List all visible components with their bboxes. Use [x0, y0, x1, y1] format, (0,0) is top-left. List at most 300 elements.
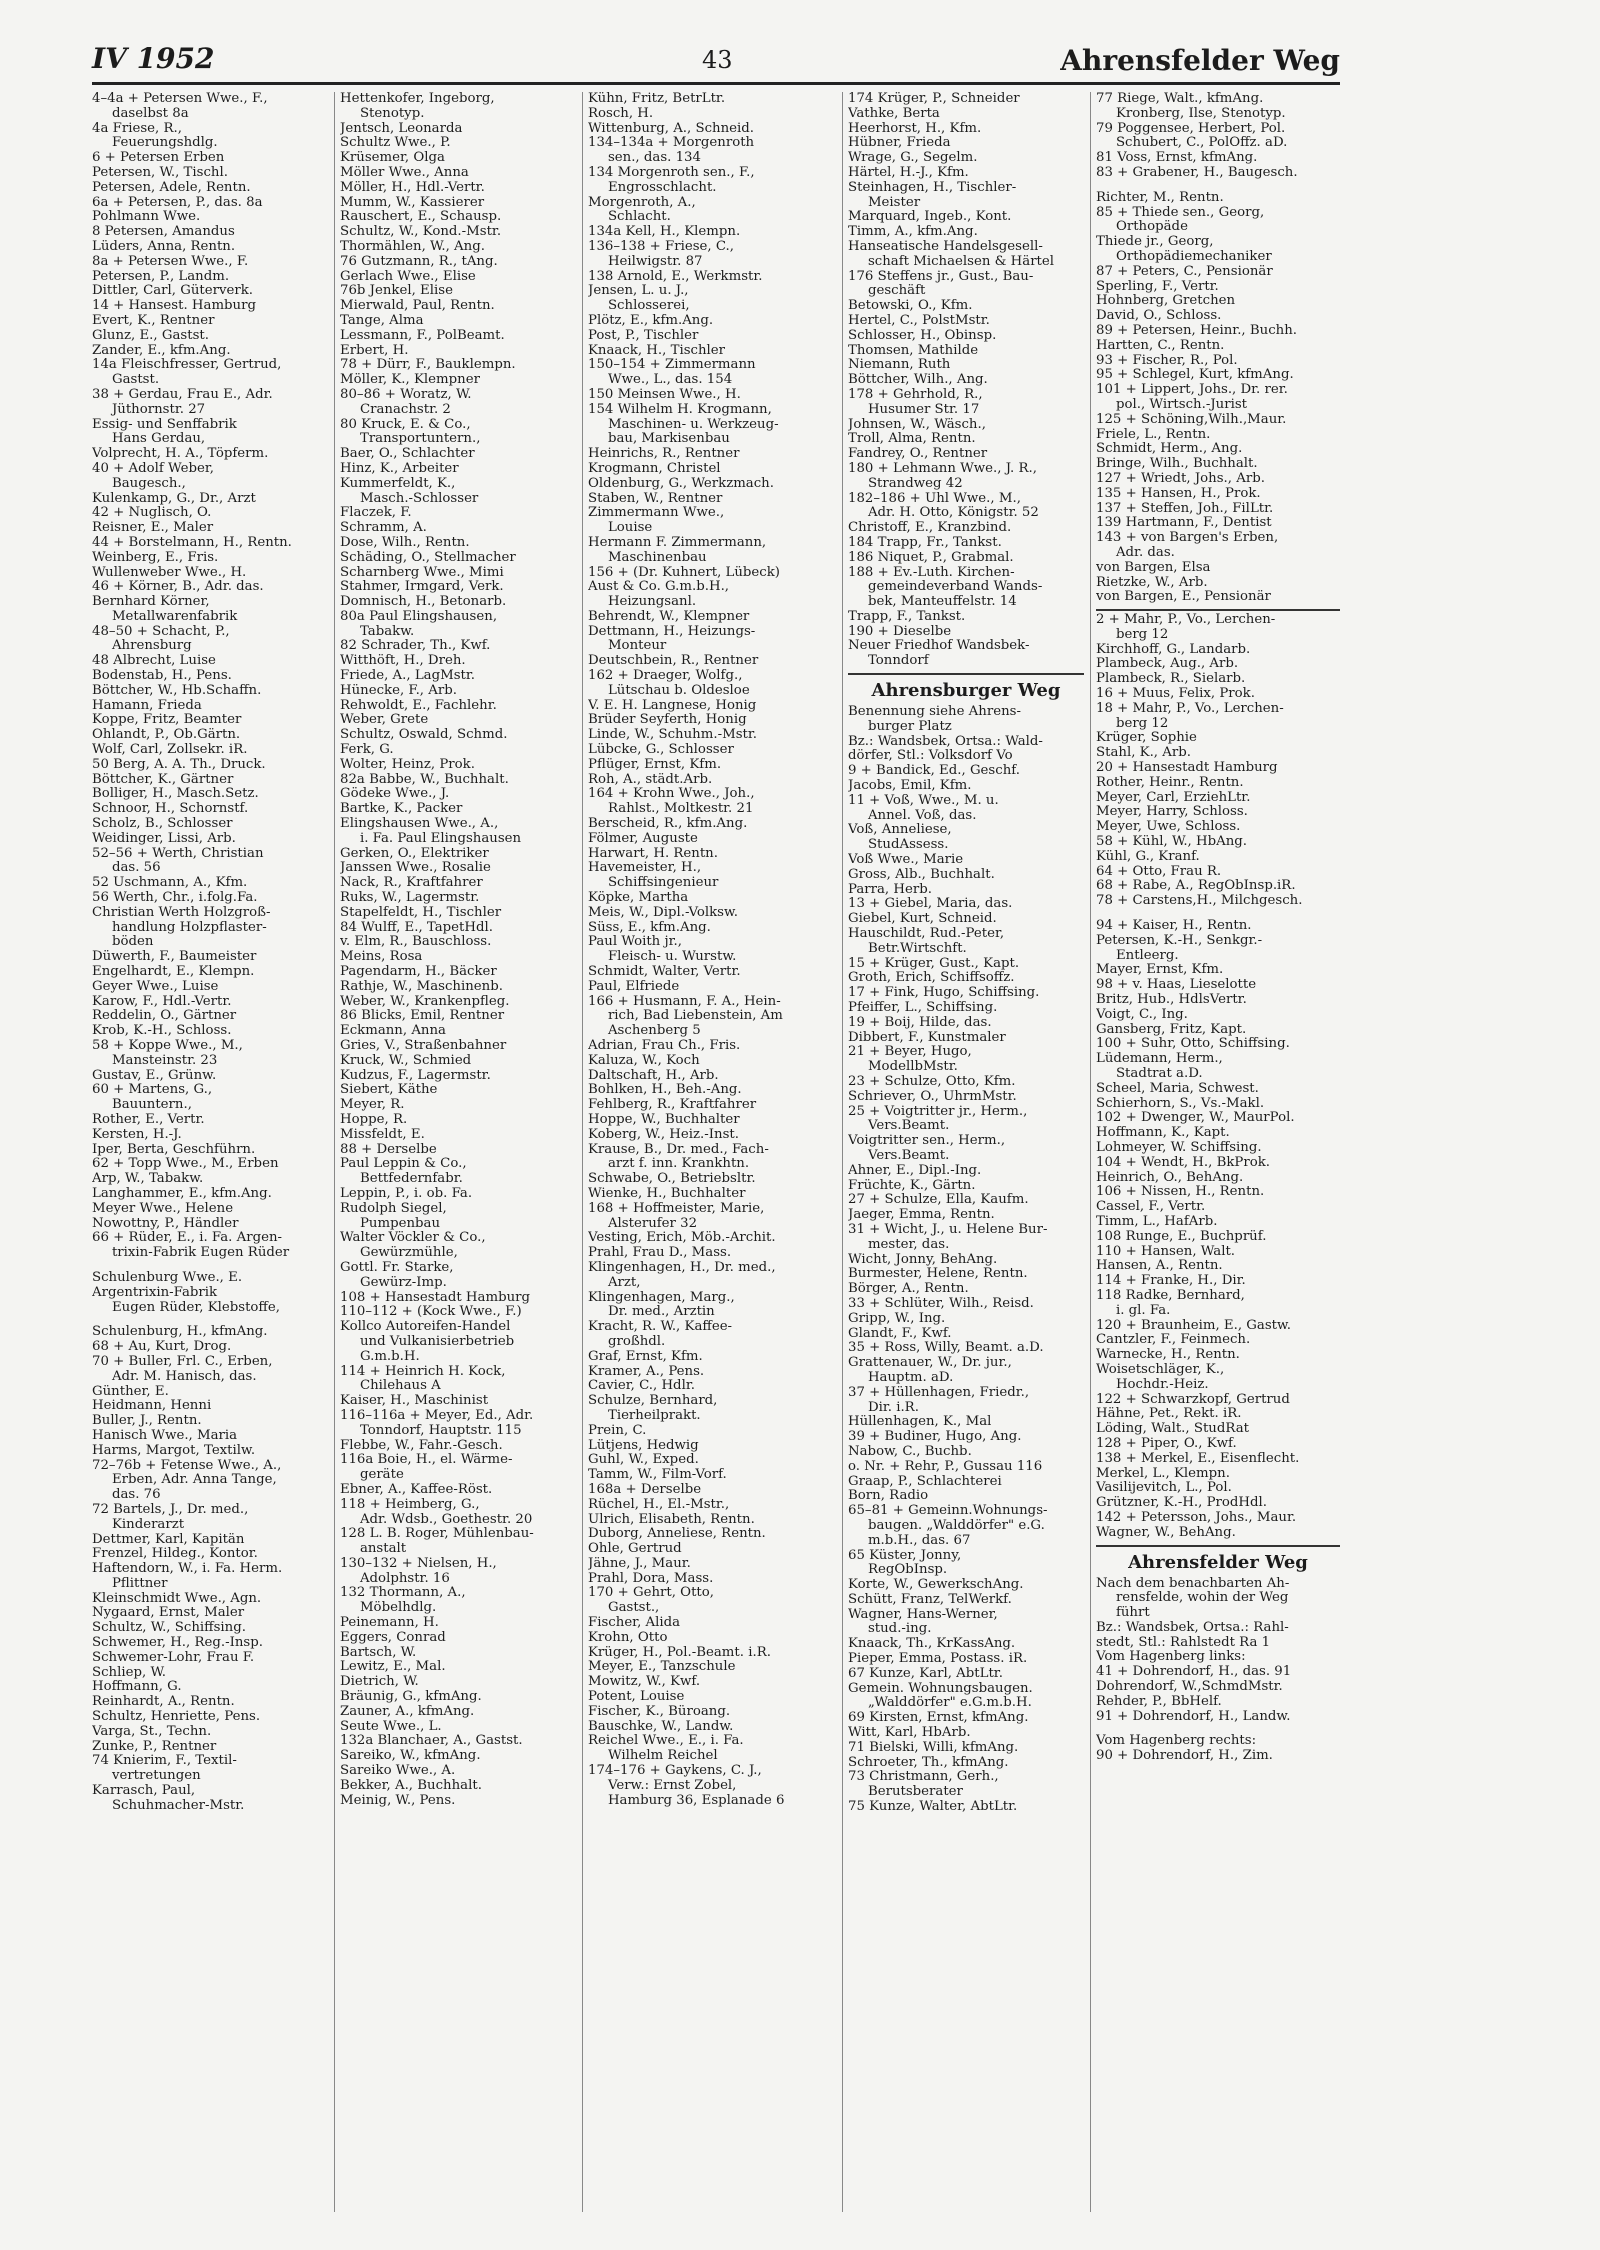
directory-entry: Potent, Louise	[588, 1690, 685, 1705]
directory-entry: 125 + Schöning,Wilh.,Maur.	[1096, 412, 1287, 427]
directory-entry: Schäding, O., Stellmacher	[340, 550, 516, 565]
directory-entry: Betowski, O., Kfm.	[848, 299, 973, 314]
directory-entry: Cavier, C., Hdlr.	[588, 1379, 695, 1394]
directory-entry: Süss, E., kfm.Ang.	[588, 920, 711, 935]
directory-entry: daselbst 8a	[92, 106, 189, 121]
directory-entry: 143 + von Bargen's Erben,	[1096, 531, 1279, 546]
directory-entry: Varga, St., Techn.	[92, 1724, 212, 1739]
directory-entry: Hauschildt, Rud.-Peter,	[848, 927, 1005, 942]
directory-entry: 174 Krüger, P., Schneider	[848, 92, 1020, 106]
directory-entry: Krogmann, Christel	[588, 461, 721, 476]
directory-entry: Britz, Hub., HdlsVertr.	[1096, 993, 1247, 1008]
directory-entry: Karow, F., Hdl.-Vertr.	[92, 994, 232, 1009]
directory-entry: 69 Kirsten, Ernst, kfmAng.	[848, 1711, 1029, 1726]
directory-entry: Trapp, F., Tankst.	[848, 609, 966, 624]
directory-entry: 83 + Grabener, H., Baugesch.	[1096, 165, 1298, 180]
directory-entry: 81 Voss, Ernst, kfmAng.	[1096, 151, 1258, 166]
directory-entry: Hinz, K., Arbeiter	[340, 461, 459, 476]
directory-entry: Bringe, Wilh., Buchhalt.	[1096, 457, 1258, 472]
directory-entry: Behrendt, W., Klempner	[588, 609, 750, 624]
directory-entry: Flaczek, F.	[340, 506, 412, 521]
directory-entry: Vom Hagenberg rechts:	[1096, 1734, 1257, 1749]
directory-entry: Schultz, W., Kond.-Mstr.	[340, 225, 502, 240]
directory-entry: Stadtrat a.D.	[1096, 1067, 1203, 1081]
directory-entry: 95 + Schlegel, Kurt, kfmAng.	[1096, 368, 1294, 383]
directory-entry: Hünecke, F., Arb.	[340, 683, 457, 698]
directory-entry: 132a Blanchaer, A., Gastst.	[340, 1734, 523, 1749]
directory-entry: 11 + Voß, Wwe., M. u.	[848, 793, 999, 808]
directory-entry: Böttcher, Wilh., Ang.	[848, 373, 988, 388]
directory-entry: Entleerg.	[1096, 948, 1179, 963]
directory-entry: Engelhardt, E., Klempn.	[92, 965, 255, 980]
directory-entry: 134a Kell, H., Klempn.	[588, 225, 741, 240]
directory-entry: Meyer, Carl, ErziehLtr.	[1096, 790, 1251, 805]
directory-entry: burger Platz	[848, 719, 952, 734]
blank-line	[92, 1315, 328, 1325]
directory-entry: Domnisch, H., Betonarb.	[340, 595, 507, 610]
directory-entry: Lütschau b. Oldesloe	[588, 683, 750, 698]
directory-entry: Rehwoldt, E., Fachlehr.	[340, 698, 497, 713]
directory-entry: Paul, Elfriede	[588, 979, 680, 994]
directory-entry: 14a Fleischfresser, Gertrud,	[92, 358, 282, 373]
directory-entry: 184 Trapp, Fr., Tankst.	[848, 535, 1002, 550]
directory-entry: Ahrensburg	[92, 639, 192, 654]
directory-entry: Hoffmann, G.	[92, 1680, 182, 1695]
directory-entry: geschäft	[848, 284, 926, 299]
directory-entry: Möbelhdlg.	[340, 1601, 437, 1616]
directory-entry: Neuer Friedhof Wandsbek-	[848, 639, 1030, 654]
directory-entry: Koppe, Fritz, Beamter	[92, 713, 242, 728]
directory-entry: Schultz, Oswald, Schmd.	[340, 728, 508, 743]
directory-entry: Kudzus, F., Lagermstr.	[340, 1068, 491, 1083]
directory-entry: „Walddörfer" e.G.m.b.H.	[848, 1696, 1032, 1711]
directory-entry: 58 + Kühl, W., HbAng.	[1096, 835, 1248, 850]
directory-entry: 80–86 + Woratz, W.	[340, 387, 472, 402]
directory-entry: Dittler, Carl, Güterverk.	[92, 284, 254, 299]
directory-entry: 127 + Wriedt, Johs., Arb.	[1096, 471, 1265, 486]
directory-entry: Korte, W., GewerkschAng.	[848, 1578, 1024, 1593]
directory-entry: Jüthornstr. 27	[92, 402, 206, 417]
directory-entry: Reinhardt, A., Rentn.	[92, 1695, 235, 1710]
directory-entry: 180 + Lehmann Wwe., J. R.,	[848, 461, 1037, 476]
directory-entry: Glunz, E., Gastst.	[92, 328, 209, 343]
column-divider	[1090, 92, 1091, 2212]
directory-entry: Daltschaft, H., Arb.	[588, 1068, 719, 1083]
directory-entry: 87 + Peters, C., Pensionär	[1096, 264, 1273, 279]
directory-entry: Scheel, Maria, Schwest.	[1096, 1081, 1259, 1096]
directory-entry: 168 + Hoffmeister, Marie,	[588, 1201, 765, 1216]
directory-entry: Flebbe, W., Fahr.-Gesch.	[340, 1438, 503, 1453]
directory-entry: Köpke, Martha	[588, 891, 689, 906]
directory-entry: Gripp, W., Ing.	[848, 1311, 946, 1326]
directory-entry: Walter Vöckler & Co.,	[340, 1231, 486, 1246]
directory-entry: anstalt	[340, 1542, 407, 1557]
directory-entry: 88 + Derselbe	[340, 1142, 437, 1157]
directory-entry: Hochdr.-Heiz.	[1096, 1377, 1209, 1392]
directory-entry: Parra, Herb.	[848, 882, 932, 897]
directory-entry: Pohlmann Wwe.	[92, 210, 201, 225]
directory-entry: Steinhagen, H., Tischler-	[848, 180, 1017, 195]
directory-entry: das. 76	[92, 1488, 161, 1503]
directory-entry: Cranachstr. 2	[340, 402, 451, 417]
directory-entry: Krüger, H., Pol.-Beamt. i.R.	[588, 1645, 771, 1660]
directory-entry: Löding, Walt., StudRat	[1096, 1422, 1249, 1437]
directory-entry: Gross, Alb., Buchhalt.	[848, 867, 995, 882]
directory-entry: berg 12	[1096, 627, 1169, 642]
directory-entry: Schulenburg, H., kfmAng.	[92, 1325, 268, 1340]
directory-entry: Mowitz, W., Kwf.	[588, 1675, 701, 1690]
directory-entry: Böttcher, W., Hb.Schaffn.	[92, 683, 262, 698]
directory-entry: Strandweg 42	[848, 476, 963, 491]
directory-entry: Heerhorst, H., Kfm.	[848, 121, 982, 136]
directory-entry: Timm, L., HafArb.	[1096, 1214, 1218, 1229]
directory-entry: Hauptm. aD.	[848, 1370, 954, 1385]
directory-entry: Stenotyp.	[340, 106, 425, 121]
directory-entry: 89 + Petersen, Heinr., Buchh.	[1096, 323, 1298, 338]
directory-entry: Rudolph Siegel,	[340, 1201, 447, 1216]
directory-entry: Eugen Rüder, Klebstoffe,	[92, 1300, 280, 1315]
directory-entry: Prein, C.	[588, 1423, 647, 1438]
directory-entry: 154 Wilhelm H. Krogmann,	[588, 402, 772, 417]
directory-entry: Hähne, Pet., Rekt. iR.	[1096, 1407, 1242, 1422]
directory-entry: baugen. „Walddörfer" e.G.	[848, 1518, 1045, 1533]
directory-entry: Glandt, F., Kwf.	[848, 1326, 952, 1341]
directory-entry: David, O., Schloss.	[1096, 309, 1222, 324]
directory-entry: i. gl. Fa.	[1096, 1303, 1171, 1318]
directory-entry: Aschenberg 5	[588, 1024, 701, 1039]
directory-entry: Tonndorf	[848, 654, 929, 669]
directory-entry: 128 + Piper, O., Kwf.	[1096, 1436, 1237, 1451]
directory-entry: G.m.b.H.	[340, 1349, 420, 1364]
directory-entry: Kühn, Fritz, BetrLtr.	[588, 92, 726, 106]
directory-entry: Meins, Rosa	[340, 950, 423, 965]
directory-entry: Schlacht.	[588, 210, 671, 225]
directory-entry: 190 + Dieselbe	[848, 624, 952, 639]
directory-entry: 68 + Au, Kurt, Drog.	[92, 1340, 232, 1355]
directory-entry: Gustav, E., Grünw.	[92, 1068, 217, 1083]
directory-entry: Rüchel, H., El.-Mstr.,	[588, 1497, 730, 1512]
directory-entry: Timm, A., kfm.Ang.	[848, 225, 978, 240]
directory-entry: 70 + Buller, Frl. C., Erben,	[92, 1354, 273, 1369]
directory-entry: Betr.Wirtschft.	[848, 941, 967, 956]
directory-entry: Weber, W., Krankenpfleg.	[340, 994, 510, 1009]
directory-entry: Bolliger, H., Masch.Setz.	[92, 787, 259, 802]
blank-line	[1096, 181, 1340, 191]
directory-entry: Dir. i.R.	[848, 1400, 919, 1415]
directory-entry: 142 + Petersson, Johs., Maur.	[1096, 1510, 1297, 1525]
directory-entry: 76b Jenkel, Elise	[340, 284, 453, 299]
directory-entry: gemeindeverband Wands-	[848, 580, 1043, 595]
directory-entry: Baugesch.,	[92, 476, 186, 491]
directory-entry: Petersen, P., Landm.	[92, 269, 230, 284]
directory-entry: Zauner, A., kfmAng.	[340, 1704, 475, 1719]
directory-entry: Gerlach Wwe., Elise	[340, 269, 476, 284]
directory-entry: Kirchhoff, G., Landarb.	[1096, 642, 1251, 657]
directory-entry: Post, P., Tischler	[588, 328, 699, 343]
directory-entry: Louise	[588, 521, 653, 536]
directory-entry: rich, Bad Liebenstein, Am	[588, 1009, 783, 1024]
directory-entry: Buller, J., Rentn.	[92, 1414, 202, 1429]
directory-entry: 18 + Mahr, P., Vo., Lerchen-	[1096, 701, 1284, 716]
directory-entry: schaft Michaelsen & Härtel	[848, 254, 1055, 269]
directory-entry: Jaeger, Emma, Rentn.	[848, 1208, 995, 1223]
directory-entry: Scholz, B., Schlosser	[92, 817, 233, 832]
directory-entry: Janssen Wwe., Rosalie	[340, 861, 491, 876]
section-divider	[1096, 1545, 1340, 1547]
directory-entry: Adr. H. Otto, Königstr. 52	[848, 506, 1039, 521]
directory-entry: 40 + Adolf Weber,	[92, 461, 214, 476]
directory-entry: 170 + Gehrt, Otto,	[588, 1586, 715, 1601]
directory-entry: 101 + Lippert, Johs., Dr. rer.	[1096, 383, 1288, 398]
directory-entry: Hamann, Frieda	[92, 698, 202, 713]
directory-entry: Witthöft, H., Dreh.	[340, 654, 466, 669]
directory-entry: 23 + Schulze, Otto, Kfm.	[848, 1075, 1016, 1089]
column-divider	[842, 92, 843, 2212]
directory-entry: 118 + Heimberg, G.,	[340, 1497, 480, 1512]
directory-entry: Plambeck, Aug., Arb.	[1096, 657, 1239, 672]
directory-entry: Heilwigstr. 87	[588, 254, 703, 269]
directory-entry: Kaiser, H., Maschinist	[340, 1394, 489, 1409]
directory-entry: Sareiko Wwe., A.	[340, 1764, 456, 1779]
directory-entry: Reichel Wwe., E., i. Fa.	[588, 1734, 744, 1749]
directory-entry: 27 + Schulze, Ella, Kaufm.	[848, 1193, 1029, 1208]
directory-entry: Hüllenhagen, K., Mal	[848, 1415, 992, 1430]
directory-entry: 98 + v. Haas, Lieselotte	[1096, 978, 1257, 993]
directory-entry: 128 L. B. Roger, Mühlenbau-	[340, 1527, 534, 1542]
directory-entry: Pfeiffer, L., Schiffsing.	[848, 1001, 998, 1016]
directory-entry: 20 + Hansestadt Hamburg	[1096, 761, 1278, 776]
directory-entry: Plötz, E., kfm.Ang.	[588, 313, 714, 328]
directory-entry: 66 + Rüder, E., i. Fa. Argen-	[92, 1231, 283, 1246]
directory-entry: 14 + Hansest. Hamburg	[92, 299, 256, 314]
directory-entry: mester, das.	[848, 1237, 950, 1252]
directory-entry: Bernhard Körner,	[92, 595, 210, 610]
directory-entry: Schlosserei,	[588, 299, 690, 314]
directory-entry: Dettmann, H., Heizungs-	[588, 624, 756, 639]
directory-entry: o. Nr. + Rehr, P., Gussau 116	[848, 1459, 1043, 1474]
directory-entry: handlung Holzpflaster-	[92, 920, 267, 935]
directory-entry: 2 + Mahr, P., Vo., Lerchen-	[1096, 613, 1276, 628]
directory-entry: Merkel, L., Klempn.	[1096, 1466, 1230, 1481]
directory-entry: Eckmann, Anna	[340, 1024, 446, 1039]
directory-entry: Arzt,	[588, 1275, 641, 1290]
directory-entry: Tange, Alma	[340, 313, 424, 328]
directory-entry: Weidinger, Lissi, Arb.	[92, 831, 236, 846]
directory-entry: Petersen, K.-H., Senkgr.-	[1096, 933, 1263, 948]
directory-entry: 16 + Muus, Felix, Prok.	[1096, 687, 1255, 702]
directory-entry: Mierwald, Paul, Rentn.	[340, 299, 495, 314]
directory-entry: Hohnberg, Gretchen	[1096, 294, 1236, 309]
directory-entry: Böttcher, K., Gärtner	[92, 772, 234, 787]
directory-entry: 15 + Krüger, Gust., Kapt.	[848, 956, 1020, 971]
directory-entry: Meinig, W., Pens.	[340, 1793, 456, 1808]
directory-entry: 139 Hartmann, F., Dentist	[1096, 516, 1272, 531]
directory-entry: Geyer Wwe., Luise	[92, 979, 219, 994]
directory-entry: Friele, L., Rentn.	[1096, 427, 1211, 442]
directory-entry: 110–112 + (Kock Wwe., F.)	[340, 1305, 522, 1320]
directory-entry: Orthopäde	[1096, 220, 1188, 235]
directory-entry: Schwemer-Lohr, Frau F.	[92, 1650, 255, 1665]
directory-entry: 108 + Hansestadt Hamburg	[340, 1290, 531, 1305]
directory-entry: Wolter, Heinz, Prok.	[340, 757, 475, 772]
directory-entry: Schwemer, H., Reg.-Insp.	[92, 1636, 263, 1651]
directory-entry: 67 Kunze, Karl, AbtLtr.	[848, 1666, 1003, 1681]
directory-entry: Dietrich, W.	[340, 1675, 419, 1690]
directory-entry: von Bargen, Elsa	[1096, 560, 1211, 575]
directory-entry: Stahl, K., Arb.	[1096, 746, 1191, 761]
directory-entry: Eggers, Conrad	[340, 1630, 446, 1645]
directory-entry: Iper, Berta, Geschführn.	[92, 1142, 256, 1157]
directory-entry: Wwe., L., das. 154	[588, 373, 733, 388]
directory-entry: Stapelfeldt, H., Tischler	[340, 905, 502, 920]
directory-entry: das. 56	[92, 861, 161, 876]
directory-entry: Baer, O., Schlachter	[340, 447, 475, 462]
directory-entry: Kersten, H.-J.	[92, 1127, 182, 1142]
directory-entry: Husumer Str. 17	[848, 402, 980, 417]
directory-entry: Orthopädiemechaniker	[1096, 249, 1272, 264]
directory-entry: Rosch, H.	[588, 106, 654, 121]
directory-entry: Vers.Beamt.	[848, 1148, 950, 1163]
directory-entry: 37 + Hüllenhagen, Friedr.,	[848, 1385, 1030, 1400]
directory-entry: Möller, K., Klempner	[340, 373, 480, 388]
directory-entry: 78 + Carstens,H., Milchgesch.	[1096, 894, 1303, 909]
directory-entry: Meis, W., Dipl.-Volksw.	[588, 905, 739, 920]
directory-entry: Schütt, Franz, TelWerkf.	[848, 1592, 1012, 1607]
directory-entry: 80 Kruck, E. & Co.,	[340, 417, 471, 432]
directory-entry: 60 + Martens, G.,	[92, 1083, 213, 1098]
directory-entry: Wagner, Hans-Werner,	[848, 1607, 998, 1622]
running-street-title: Ahrensfelder Weg	[1060, 44, 1340, 77]
directory-entry: Wienke, H., Buchhalter	[588, 1186, 746, 1201]
directory-entry: Karrasch, Paul,	[92, 1784, 196, 1799]
directory-entry: Petersen, Adele, Rentn.	[92, 180, 251, 195]
directory-entry: Wrage, G., Segelm.	[848, 151, 978, 166]
directory-entry: Voß, Anneliese,	[848, 823, 952, 838]
directory-entry: Nygaard, Ernst, Maler	[92, 1606, 245, 1621]
directory-entry: Tamm, W., Film-Vorf.	[588, 1468, 727, 1483]
directory-entry: Berutsberater	[848, 1785, 963, 1800]
directory-entry: Christoff, E., Kranzbind.	[848, 521, 1012, 536]
directory-entry: 85 + Thiede sen., Georg,	[1096, 205, 1265, 220]
directory-entry: Verw.: Ernst Zobel,	[588, 1778, 737, 1793]
directory-entry: 6a + Petersen, P., das. 8a	[92, 195, 263, 210]
directory-entry: 56 Werth, Chr., i.folg.Fa.	[92, 891, 258, 906]
directory-entry: Härtel, H.-J., Kfm.	[848, 165, 969, 180]
directory-entry: Adr. das.	[1096, 545, 1175, 560]
directory-entry: 137 + Steffen, Joh., FilLtr.	[1096, 501, 1274, 516]
directory-entry: Früchte, K., Gärtn.	[848, 1178, 976, 1193]
directory-entry: Wullenweber Wwe., H.	[92, 565, 247, 580]
directory-entry: 41 + Dohrendorf, H., das. 91	[1096, 1665, 1292, 1680]
directory-entry: Groth, Erich, Schiffsoffz.	[848, 971, 1015, 986]
directory-entry: 78 + Dürr, F., Bauklempn.	[340, 358, 516, 373]
directory-entry: Jacobs, Emil, Kfm.	[848, 779, 972, 794]
directory-entry: 46 + Körner, B., Adr. das.	[92, 580, 264, 595]
directory-entry: 114 + Heinrich H. Kock,	[340, 1364, 506, 1379]
directory-entry: Duborg, Anneliese, Rentn.	[588, 1527, 766, 1542]
directory-entry: Dohrendorf, W.,SchmdMstr.	[1096, 1680, 1283, 1695]
directory-entry: Langhammer, E., kfm.Ang.	[92, 1186, 272, 1201]
directory-entry: Kaluza, W., Koch	[588, 1053, 700, 1068]
directory-entry: 132 Thormann, A.,	[340, 1586, 466, 1601]
blank-line	[1096, 909, 1340, 919]
directory-entry: Reisner, E., Maler	[92, 521, 214, 536]
directory-entry: Born, Radio	[848, 1489, 929, 1504]
directory-entry: 178 + Gehrhold, R.,	[848, 387, 983, 402]
directory-entry: 19 + Boij, Hilde, das.	[848, 1015, 992, 1030]
blank-line	[92, 1261, 328, 1271]
directory-entry: 93 + Fischer, R., Pol.	[1096, 353, 1238, 368]
directory-entry: 58 + Koppe Wwe., M.,	[92, 1039, 243, 1053]
directory-entry: Giebel, Kurt, Schneid.	[848, 912, 997, 927]
directory-entry: Engrosschlacht.	[588, 180, 717, 195]
directory-entry: Schubert, C., PolOffz. aD.	[1096, 136, 1288, 151]
directory-entry: RegObInsp.	[848, 1563, 948, 1578]
directory-entry: 25 + Voigtritter jr., Herm.,	[848, 1104, 1028, 1119]
directory-entry: Ebner, A., Kaffee-Röst.	[340, 1482, 493, 1497]
directory-entry: Bodenstab, H., Pens.	[92, 669, 232, 684]
page-number: 43	[702, 46, 733, 74]
directory-entry: Koberg, W., Heiz.-Inst.	[588, 1127, 739, 1142]
directory-entry: Möller, H., Hdl.-Vertr.	[340, 180, 485, 195]
directory-entry: 39 + Budiner, Hugo, Ang.	[848, 1430, 1022, 1445]
directory-entry: Ohlandt, P., Ob.Gärtn.	[92, 728, 241, 743]
directory-entry: Warnecke, H., Rentn.	[1096, 1348, 1240, 1363]
directory-entry: 138 + Merkel, E., Eisenflecht.	[1096, 1451, 1300, 1466]
directory-entry: Feuerungshdlg.	[92, 136, 218, 151]
directory-entry: Pflittner	[92, 1576, 168, 1591]
directory-column-5	[1096, 92, 1340, 2222]
directory-entry: 116a Boie, H., el. Wärme-	[340, 1453, 513, 1468]
directory-entry: Knaack, H., Tischler	[588, 343, 726, 358]
directory-entry: Hanisch Wwe., Maria	[92, 1428, 238, 1443]
directory-entry: Wagner, W., BehAng.	[1096, 1525, 1236, 1540]
directory-entry: Heidmann, Henni	[92, 1399, 212, 1414]
directory-entry: 86 Blicks, Emil, Rentner	[340, 1009, 505, 1024]
directory-entry: Brüder Seyferth, Honig	[588, 713, 747, 728]
directory-entry: Essig- und Senffabrik	[92, 417, 237, 432]
directory-entry: Krohn, Otto	[588, 1630, 668, 1645]
directory-entry: Pumpenbau	[340, 1216, 441, 1231]
directory-entry: Gemein. Wohnungsbaugen.	[848, 1681, 1033, 1696]
directory-entry: Plambeck, R., Sielarb.	[1096, 672, 1246, 687]
directory-entry: Paul Leppin & Co.,	[340, 1157, 467, 1172]
directory-entry: Bz.: Wandsbek, Ortsa.: Wald-	[848, 734, 1043, 749]
directory-entry: Sareiko, W., kfmAng.	[340, 1749, 481, 1764]
street-section-title: Ahrensfelder Weg	[1128, 1551, 1308, 1573]
directory-entry: 76 Gutzmann, R., tAng.	[340, 254, 498, 269]
directory-entry: Börger, A., Rentn.	[848, 1282, 969, 1297]
column-divider	[582, 92, 583, 2212]
directory-entry: Schriever, O., UhrmMstr.	[848, 1089, 1017, 1104]
directory-entry: Roh, A., städt.Arb.	[588, 772, 713, 787]
directory-entry: Schwabe, O., Betriebsltr.	[588, 1172, 756, 1187]
directory-entry: Bartsch, W.	[340, 1645, 417, 1660]
directory-entry: Schultz, Henriette, Pens.	[92, 1710, 261, 1725]
directory-entry: Stahmer, Irmgard, Verk.	[340, 580, 504, 595]
directory-entry: Bettfedernfabr.	[340, 1172, 463, 1187]
directory-entry: Schramm, A.	[340, 521, 427, 536]
directory-entry: Lüders, Anna, Rentn.	[92, 239, 236, 254]
directory-entry: Hans Gerdau,	[92, 432, 206, 447]
directory-entry: Meyer Wwe., Helene	[92, 1201, 234, 1216]
directory-entry: Schultz Wwe., P.	[340, 136, 451, 151]
directory-entry: Pagendarm, H., Bäcker	[340, 965, 497, 980]
directory-entry: Kramer, A., Pens.	[588, 1364, 705, 1379]
section-divider	[1096, 609, 1340, 611]
directory-entry: Lohmeyer, W. Schiffsing.	[1096, 1140, 1262, 1155]
directory-entry: Gastst.,	[588, 1601, 660, 1616]
